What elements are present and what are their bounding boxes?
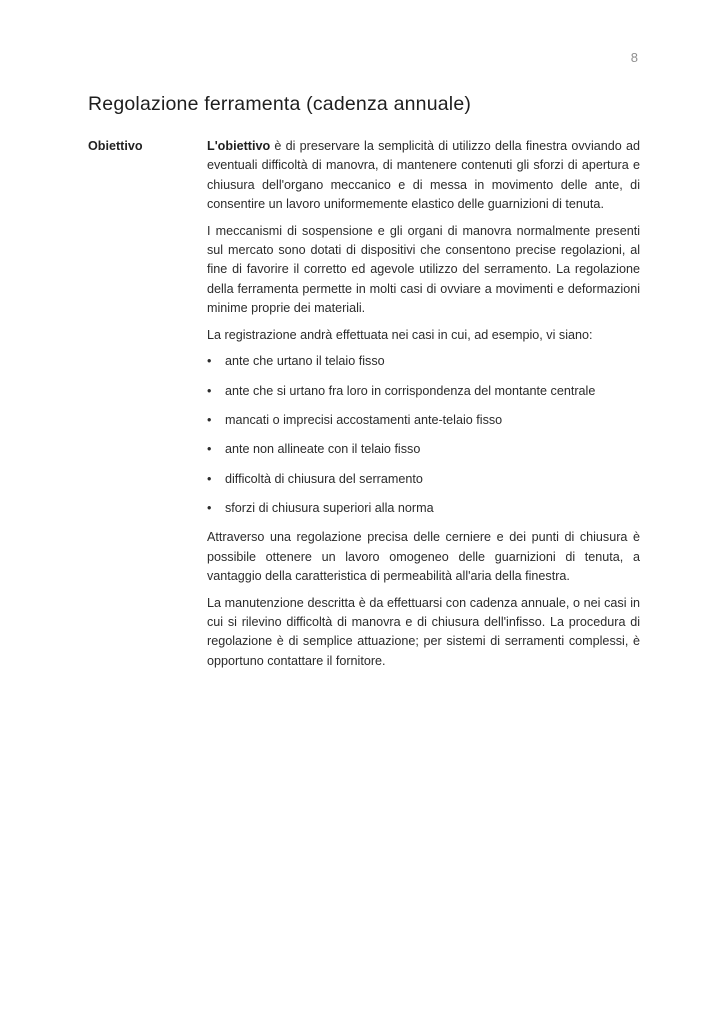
paragraph-objective	[207, 137, 640, 214]
paragraph-registration-intro: La registrazione andrà effettuata nei casi in cui, ad esempio, vi siano:	[207, 327, 593, 342]
objective-rest-text: è di preservare la semplicità di utilizzo della finestra ovviando ad eventuali difficoltà di manovra, di mantenere contenuti gli sforzi di apertura e chiusura dell'organo meccanico e di messa in movimento delle ante, di consentire un lavoro uniformemente elastico delle guarnizioni di tenuta.	[207, 139, 640, 211]
list-item-text: ante che si urtano fra loro in corrispondenza del montante centrale	[225, 383, 596, 398]
objective-section	[88, 137, 640, 678]
paragraph-hinges: Attraverso una regolazione precisa delle cerniere e dei punti di chiusura è possibile ottenere un lavoro omogeneo delle guarnizioni di tenuta, a vantaggio della caratteristica di permeabilità all'aria della finestra.	[207, 530, 640, 583]
bullet-icon: •	[207, 354, 212, 369]
list-item-text: sforzi di chiusura superiori alla norma	[225, 500, 434, 515]
bullet-icon: •	[207, 442, 212, 457]
list-item-text: ante che urtano il telaio fisso	[225, 354, 385, 369]
list-item	[207, 440, 640, 459]
bullet-icon: •	[207, 471, 212, 486]
bullet-list	[207, 352, 640, 518]
list-item	[207, 382, 640, 401]
section-label: Obiettivo	[88, 139, 143, 153]
page-title: Regolazione ferramenta (cadenza annuale)	[88, 93, 472, 115]
section-body	[207, 137, 640, 678]
objective-lead-bold: L'obiettivo	[207, 139, 271, 153]
list-item	[207, 411, 640, 430]
page-content	[88, 92, 640, 678]
list-item-text: ante non allineate con il telaio fisso	[225, 442, 421, 457]
bullet-icon: •	[207, 500, 212, 515]
list-item	[207, 499, 640, 518]
list-item-text: mancati o imprecisi accostamenti ante-telaio fisso	[225, 413, 503, 428]
page-number: 8	[630, 50, 638, 65]
bullet-icon: •	[207, 383, 212, 398]
list-item	[207, 470, 640, 489]
list-item	[207, 352, 640, 371]
paragraph-maintenance: La manutenzione descritta è da effettuarsi con cadenza annuale, o nei casi in cui si rilevino difficoltà di manovra e di chiusura dell'infisso. La procedura di regolazione è di semplice attuazione; per sistemi di serramenti complessi, è opportuno contattare il fornitore.	[207, 595, 640, 668]
list-item-text: difficoltà di chiusura del serramento	[225, 471, 423, 486]
bullet-icon: •	[207, 413, 212, 428]
paragraph-mechanisms: I meccanismi di sospensione e gli organi di manovra normalmente presenti sul mercato sono dotati di dispositivi che consentono precise regolazioni, al fine di favorire il corretto ed agevole utilizzo del serramento. La regolazione della ferramenta permette in molti casi di ovviare a movimenti e deformazioni minime proprie dei materiali.	[207, 223, 640, 315]
